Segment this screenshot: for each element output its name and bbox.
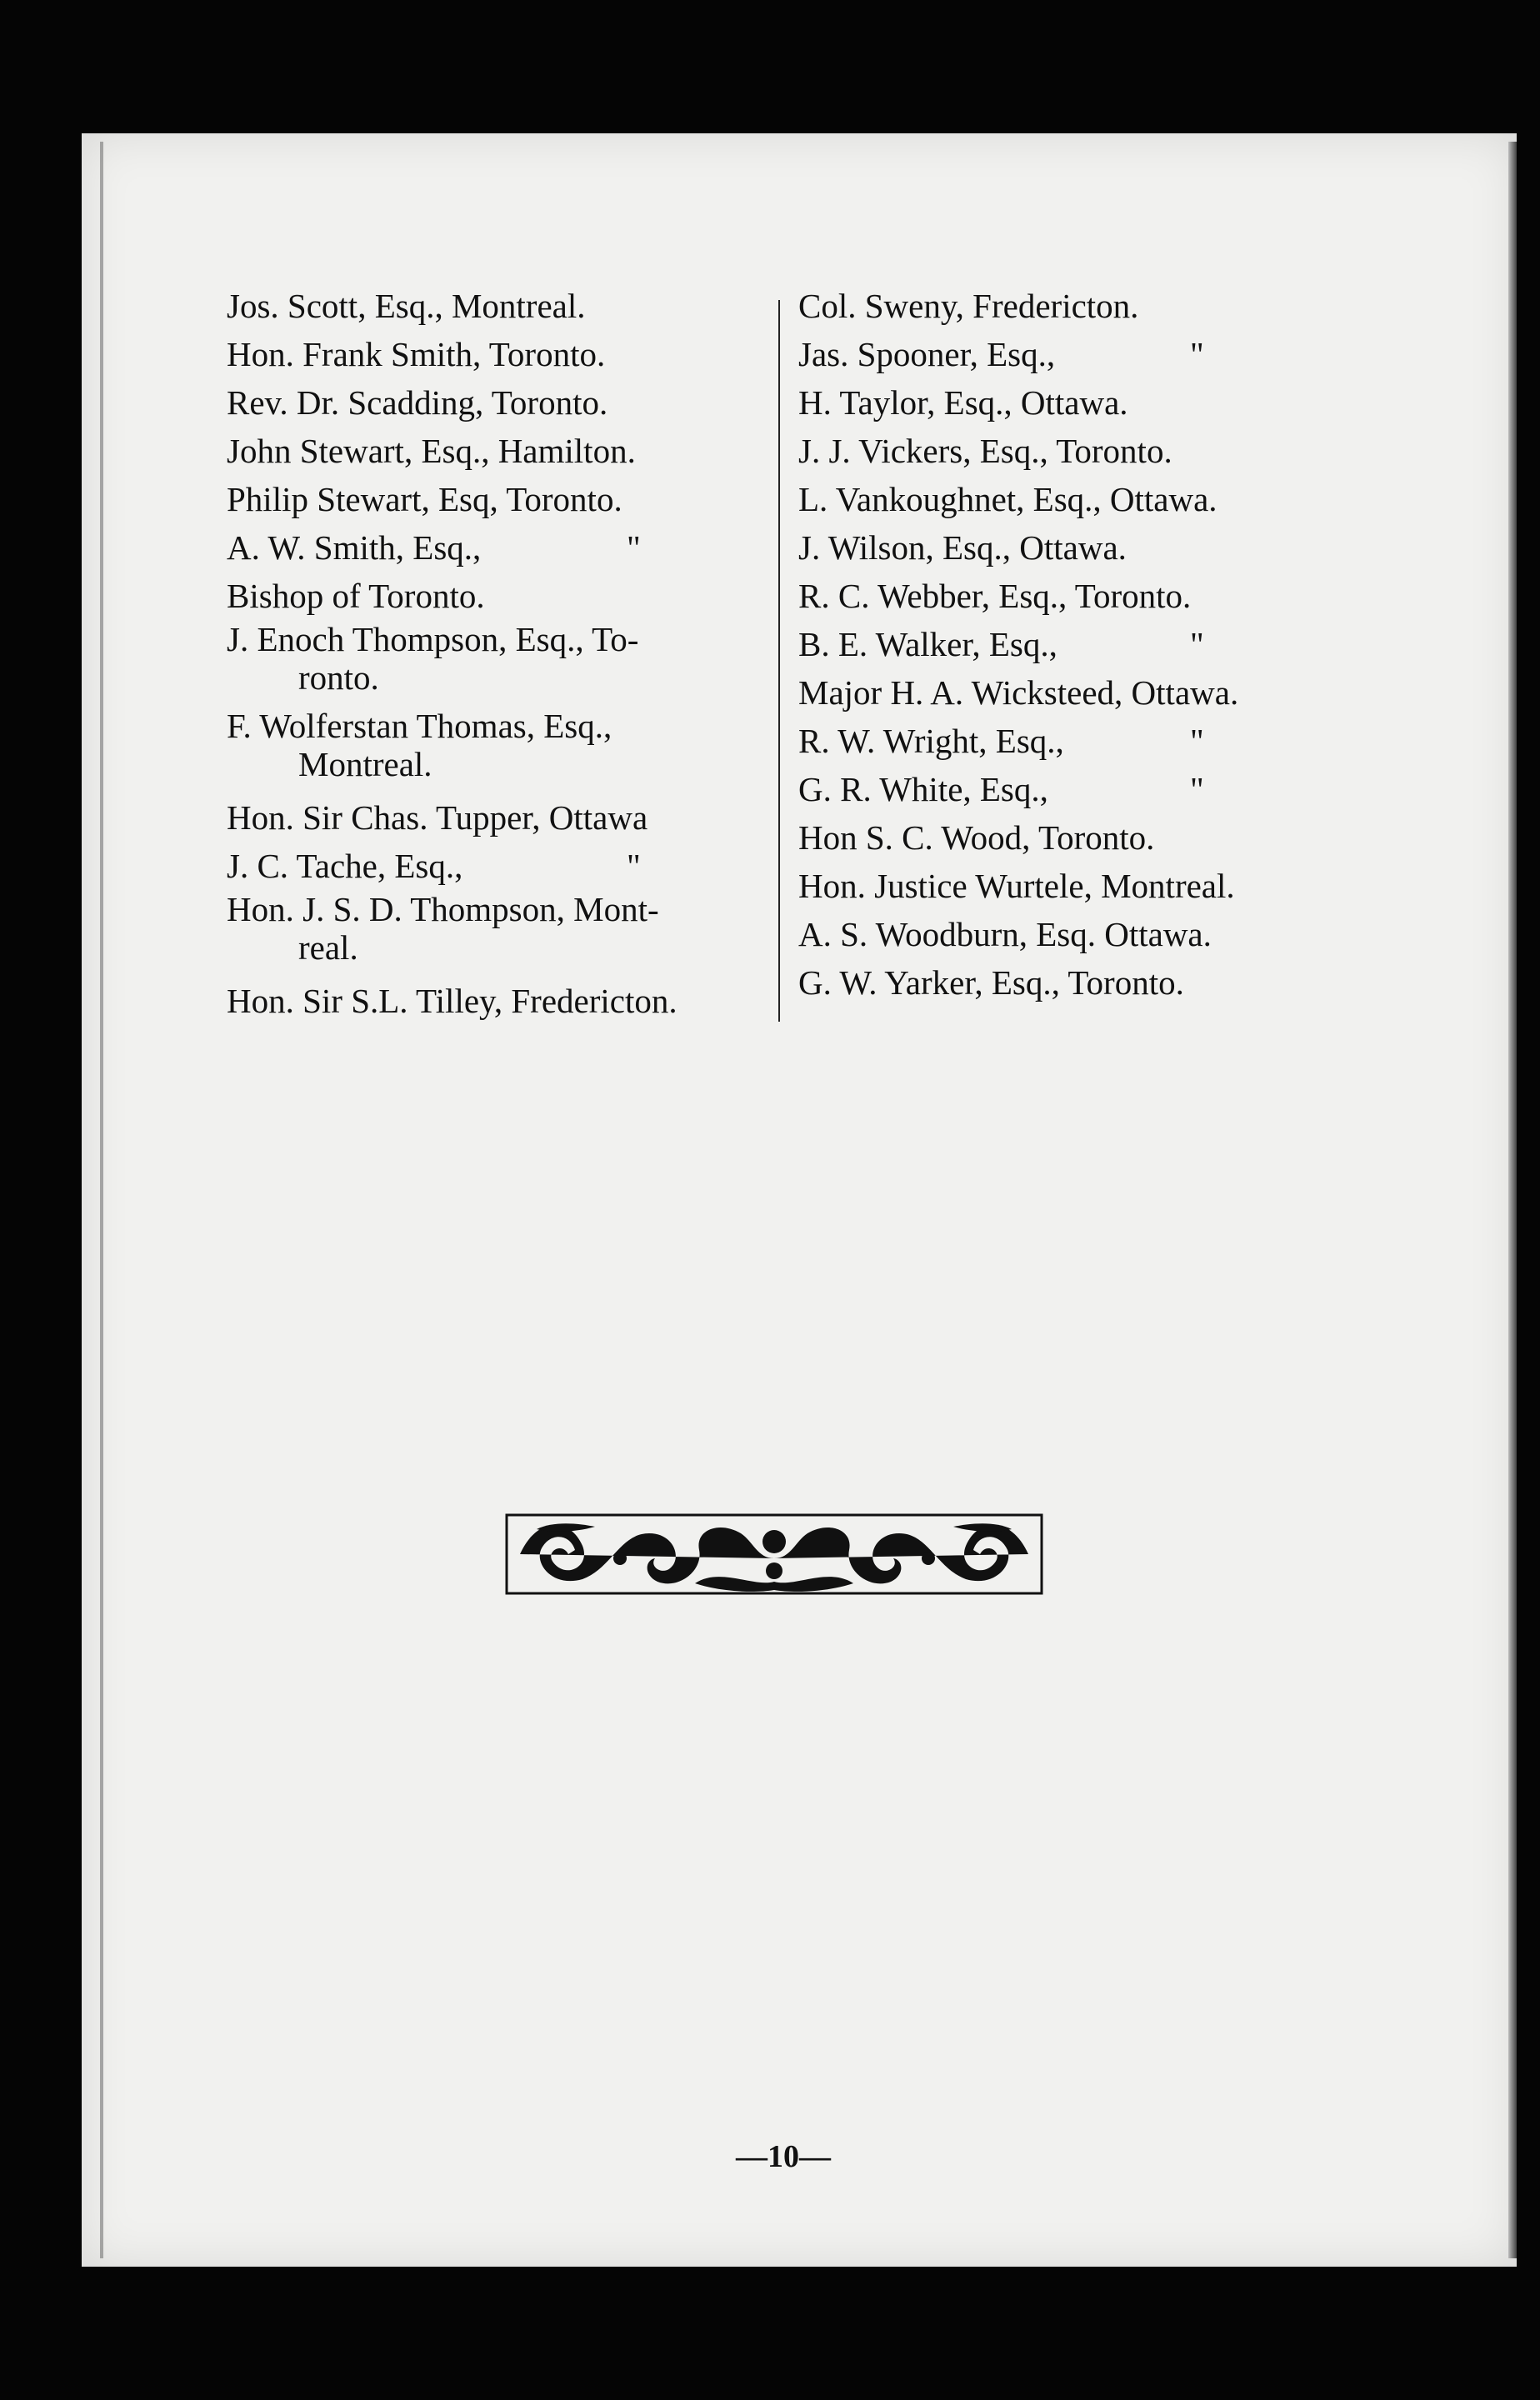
entry-text: Hon. Sir S.L. Tilley, Fredericton. [227,982,678,1020]
entry-text: Rev. Dr. Scadding, Toronto. [227,383,608,422]
list-item [798,620,1348,668]
list-item [798,765,1348,813]
entry-text: Hon. Justice Wurtele, Montreal. [798,867,1235,905]
entry-continuation: Montreal. [298,745,432,783]
entry-text: Hon. Frank Smith, Toronto. [227,335,606,373]
entry-text: J. Wilson, Esq., Ottawa. [798,528,1127,567]
entry-text: Major H. A. Wicksteed, Ottawa. [798,673,1239,712]
page-right-edge [1508,142,1517,2258]
entry-text: J. J. Vickers, Esq., Toronto. [798,432,1172,470]
entry-text: R. C. Webber, Esq., Toronto. [798,577,1192,615]
entry-continuation: ronto. [298,658,379,697]
list-item [227,977,760,1025]
entry-text: G. W. Yarker, Esq., Toronto. [798,963,1184,1002]
list-item [798,427,1348,475]
ditto-mark: " [1190,335,1204,373]
entry-text: John Stewart, Esq., Hamilton. [227,432,636,470]
list-item [227,378,760,427]
ditto-mark: " [627,528,641,567]
list-item [798,668,1348,717]
entry-text: H. Taylor, Esq., Ottawa. [798,383,1128,422]
entry-text: Philip Stewart, Esq, Toronto. [227,480,622,518]
entry-text: J. C. Tache, Esq., [227,847,463,885]
list-item [227,572,760,620]
entry-text: R. W. Wright, Esq., [798,722,1064,760]
list-item [227,707,760,793]
column-divider [778,300,780,1022]
right-name-column [798,282,1348,1007]
list-item [798,523,1348,572]
list-item [798,572,1348,620]
entry-text: A. W. Smith, Esq., [227,528,482,567]
list-item [227,330,760,378]
entry-text: Bishop of Toronto. [227,577,485,615]
list-item [798,862,1348,910]
list-item [798,958,1348,1007]
entry-text: Col. Sweny, Fredericton. [798,287,1139,325]
ditto-mark: " [1190,625,1204,663]
entry-text: Hon. Sir Chas. Tupper, Ottawa [227,798,648,837]
list-item [227,427,760,475]
entry-text: B. E. Walker, Esq., [798,625,1058,663]
left-name-column [227,282,760,1025]
ditto-mark: " [627,847,641,885]
list-item [798,475,1348,523]
list-item [798,378,1348,427]
entry-text: Jas. Spooner, Esq., [798,335,1056,373]
page-number: —10— [736,2139,831,2174]
list-item [227,842,760,890]
entry-text: J. Enoch Thompson, Esq., To- [227,620,639,658]
list-item [227,523,760,572]
list-item [798,330,1348,378]
floral-scroll-ornament-icon [503,1508,1045,1600]
ditto-mark: " [1190,722,1204,760]
list-item [798,282,1348,330]
page-left-edge [100,142,103,2258]
list-item [227,890,760,977]
entry-text: F. Wolferstan Thomas, Esq., [227,707,612,745]
list-item [798,813,1348,862]
entry-text: Hon S. C. Wood, Toronto. [798,818,1155,857]
list-item [227,282,760,330]
entry-text: Jos. Scott, Esq., Montreal. [227,287,586,325]
list-item [227,793,760,842]
list-item [798,910,1348,958]
list-item [227,475,760,523]
list-item [227,620,760,707]
list-item [798,717,1348,765]
entry-continuation: real. [298,928,358,967]
entry-text: A. S. Woodburn, Esq. Ottawa. [798,915,1212,953]
entry-text: G. R. White, Esq., [798,770,1048,808]
ditto-mark: " [1190,770,1204,808]
entry-text: L. Vankoughnet, Esq., Ottawa. [798,480,1218,518]
entry-text: Hon. J. S. D. Thompson, Mont- [227,890,659,928]
